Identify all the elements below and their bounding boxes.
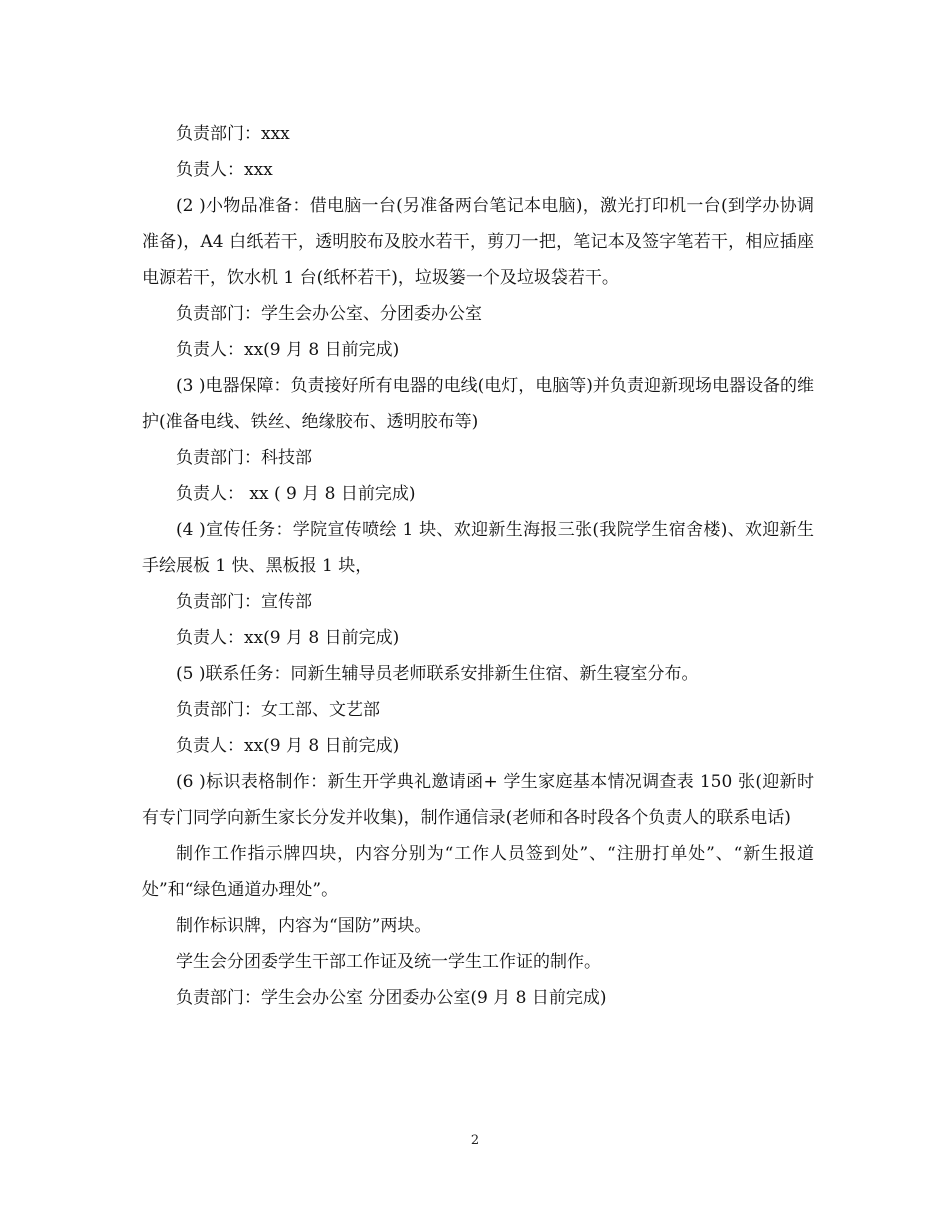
paragraph: (5 )联系任务：同新生辅导员老师联系安排新生住宿、新生寝室分布。 <box>176 664 699 684</box>
paragraph: 制作工作指示牌四块，内容分别为“工作人员签到处”、“注册打单处”、“新生报道处”和“绿色通道办理处”。 <box>142 844 814 900</box>
paragraph: (6 )标识表格制作：新生开学典礼邀请函+ 学生家庭基本情况调查表 150 张(迎新时有专门同学向新生家长分发并收集)，制作通信录(老师和各时段各个负责人的联系电话) <box>142 772 814 828</box>
paragraph: (4 )宣传任务：学院宣传喷绘 1 块、欢迎新生海报三张(我院学生宿舍楼)、欢迎新生手绘展板 1 快、黑板报 1 块， <box>142 520 814 576</box>
paragraph: 负责人：xx(9 月 8 日前完成) <box>176 340 400 360</box>
paragraph: 学生会分团委学生干部工作证及统一学生工作证的制作。 <box>176 952 601 972</box>
paragraph: 负责人：xx(9 月 8 日前完成) <box>176 628 400 648</box>
paragraph: 负责人： xx ( 9 月 8 日前完成) <box>176 484 416 504</box>
paragraph: 制作标识牌，内容为“国防”两块。 <box>176 916 432 936</box>
paragraph: 负责人：xxx <box>176 160 273 180</box>
document-body <box>142 116 814 1016</box>
paragraph: 负责部门：女工部、文艺部 <box>176 700 380 720</box>
paragraph: 负责部门：学生会办公室、分团委办公室 <box>176 304 482 324</box>
paragraph: (3 )电器保障：负责接好所有电器的电线(电灯，电脑等)并负责迎新现场电器设备的维护(准备电线、铁丝、绝缘胶布、透明胶布等) <box>142 376 814 432</box>
paragraph: 负责部门：宣传部 <box>176 592 312 612</box>
page-number: 2 <box>470 1133 480 1148</box>
paragraph: 负责人：xx(9 月 8 日前完成) <box>176 736 400 756</box>
paragraph: 负责部门：科技部 <box>176 448 312 468</box>
paragraph: 负责部门：xxx <box>176 124 290 144</box>
paragraph: (2 )小物品准备：借电脑一台(另准备两台笔记本电脑)，激光打印机一台(到学办协调准备)，A4 白纸若干，透明胶布及胶水若干，剪刀一把，笔记本及签字笔若干，相应插座电源若干，饮水机 1 台(纸杯若干)，垃圾篓一个及垃圾袋若干。 <box>142 196 814 288</box>
paragraph: 负责部门：学生会办公室 分团委办公室(9 月 8 日前完成) <box>176 988 607 1008</box>
